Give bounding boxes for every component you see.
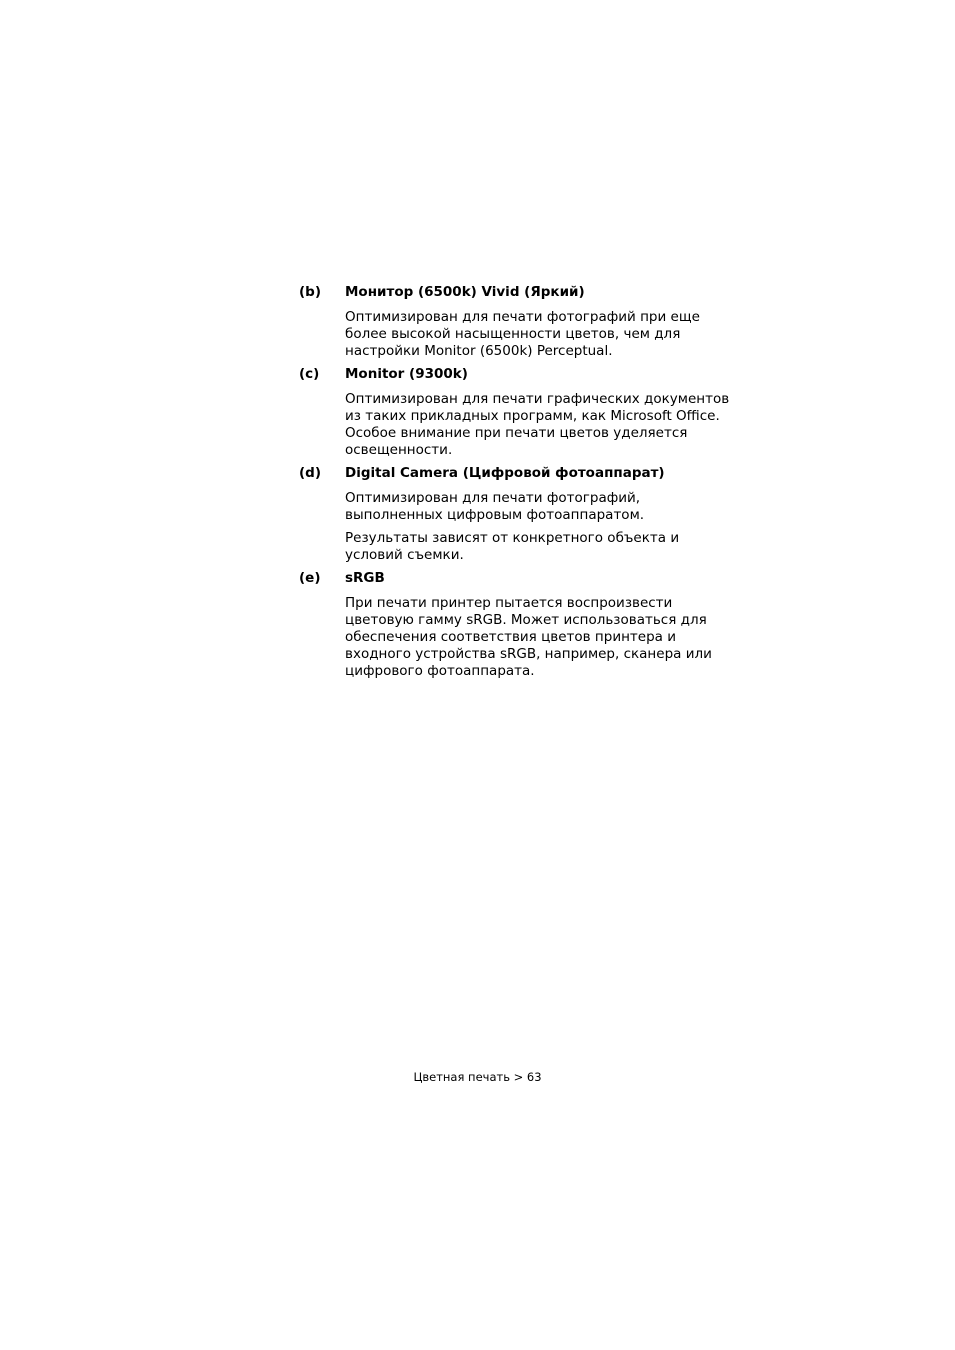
section-title: Digital Camera (Цифровой фотоаппарат)	[345, 465, 665, 481]
section-letter: (d)	[299, 465, 322, 481]
section-title: Monitor (9300k)	[345, 366, 468, 382]
section-letter: (b)	[299, 284, 322, 300]
section-title: sRGB	[345, 570, 385, 586]
section-letter: (c)	[299, 366, 320, 382]
section-b	[299, 284, 739, 360]
page-footer: Цветная печать > 63	[413, 1070, 542, 1084]
section-letter: (e)	[299, 570, 321, 586]
section-paragraph: Оптимизирован для печати фотографий, выполненных цифровым фотоаппаратом.	[345, 490, 645, 523]
section-paragraph: Оптимизирован для печати графических документов из таких прикладных программ, как Microsoft Office. Особое внимание при печати цветов уделяется освещенности.	[345, 391, 730, 458]
section-heading	[299, 465, 739, 482]
section-heading	[299, 570, 739, 587]
section-heading	[299, 284, 739, 301]
section-d	[299, 465, 739, 564]
section-paragraph: Оптимизирован для печати фотографий при еще более высокой насыщенности цветов, чем для настройки Monitor (6500k) Perceptual.	[345, 309, 700, 359]
section-paragraph: Результаты зависят от конкретного объекта и условий съемки.	[345, 530, 680, 563]
document-body	[299, 284, 739, 686]
section-heading	[299, 366, 739, 383]
section-e	[299, 570, 739, 680]
section-c	[299, 366, 739, 459]
section-paragraph: При печати принтер пытается воспроизвести цветовую гамму sRGB. Может использоваться для обеспечения соответствия цветов принтера и входного устройства sRGB, например, сканера или цифрового фотоаппарата.	[345, 595, 712, 679]
section-title: Монитор (6500k) Vivid (Яркий)	[345, 284, 585, 300]
